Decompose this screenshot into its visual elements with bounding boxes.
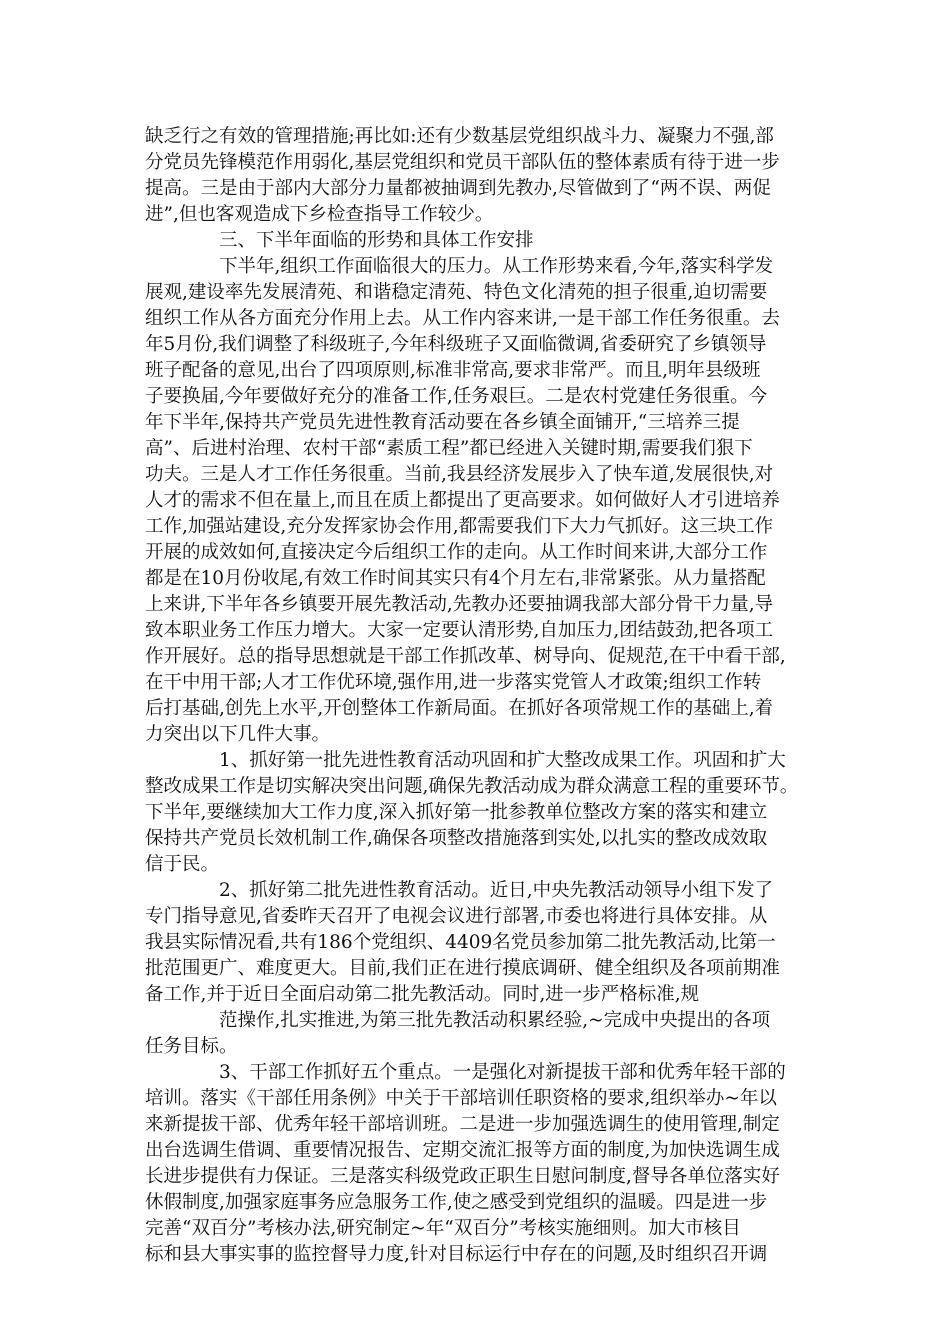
- text-line: 备工作,并于近日全面启动第二批先教活动。同时,进一步严格标准,规: [145, 984, 700, 1005]
- text-line: 组织工作从各方面充分作用上去。从工作内容来讲,一是干部工作任务很重。去: [145, 308, 780, 329]
- text-line: 工作,加强站建设,充分发挥家协会作用,都需要我们下大力气抓好。这三块工作: [145, 516, 774, 537]
- text-line: 任务目标。: [145, 1036, 238, 1057]
- text-line: 年下半年,保持共产党员先进性教育活动要在各乡镇全面铺开,“三培养三提: [145, 412, 740, 433]
- text-line: 长进步提供有力保证。三是落实科级党政正职生日慰问制度,督导各单位落实好: [145, 1166, 780, 1187]
- text-line: 完善“双百分”考核办法,研究制定~年“双百分”考核实施细则。加大市核目: [145, 1218, 741, 1239]
- text-line: 上来讲,下半年各乡镇要开展先教活动,先教办还要抽调我部大部分骨干力量,导: [145, 594, 774, 615]
- section-heading: 三、下半年面临的形势和具体工作安排: [219, 230, 534, 251]
- text-line: 出台选调生借调、重要情况报告、定期交流汇报等方面的制度,为加快选调生成: [145, 1140, 780, 1161]
- text-line: 进”,但也客观造成下乡检查指导工作较少。: [145, 204, 494, 225]
- text-line: 致本职业务工作压力增大。大家一定要认清形势,自加压力,团结鼓劲,把各项工: [145, 620, 774, 641]
- text-line: 范操作,扎实推进,为第三批先教活动积累经验,~完成中央提出的各项: [219, 1010, 771, 1031]
- text-line: 3、干部工作抓好五个重点。一是强化对新提拔干部和优秀年轻干部的: [219, 1062, 786, 1083]
- text-line: 整改成果工作是切实解决突出问题,确保先教活动成为群众满意工程的重要环节。: [145, 776, 799, 797]
- text-line: 后打基础,创先上水平,开创整体工作新局面。在抓好各项常规工作的基础上,着: [145, 698, 774, 719]
- text-line: 在干中用干部;人才工作优环境,强作用,进一步落实党管人才政策;组织工作转: [145, 672, 762, 693]
- text-line: 来新提拔干部、优秀年轻干部培训班。二是进一步加强选调生的使用管理,制定: [145, 1114, 780, 1135]
- text-line: 都是在10月份收尾,有效工作时间其实只有4个月左右,非常紧张。从力量搭配: [145, 568, 766, 589]
- text-line: 开展的成效如何,直接决定今后组织工作的走向。从工作时间来讲,大部分工作: [145, 542, 768, 563]
- text-line: 班子配备的意见,出台了四项原则,标准非常高,要求非常严。而且,明年县级班: [145, 360, 761, 381]
- text-line: 培训。落实《干部任用条例》中关于干部培训任职资格的要求,组织举办~年以: [145, 1088, 777, 1109]
- text-line: 信于民。: [145, 854, 220, 875]
- text-line: 子要换届,今年要做好充分的准备工作,任务艰巨。二是农村党建任务很重。今: [145, 386, 768, 407]
- text-line: 标和县大事实事的监控督导力度,针对目标运行中存在的问题,及时组织召开调: [145, 1244, 768, 1265]
- text-line: 2、抓好第二批先进性教育活动。近日,中央先教活动领导小组下发了: [219, 880, 774, 901]
- text-line: 人才的需求不但在量上,而且在质上都提出了更高要求。如何做好人才引进培养: [145, 490, 780, 511]
- text-line: 力突出以下几件大事。: [145, 724, 331, 745]
- text-line: 休假制度,加强家庭事务应急服务工作,使之感受到党组织的温暖。四是进一步: [145, 1192, 768, 1213]
- text-line: 1、抓好第一批先进性教育活动巩固和扩大整改成果工作。巩固和扩大: [219, 750, 786, 771]
- text-line: 高”、后进村治理、农村干部“素质工程”都已经进入关键时期,需要我们狠下: [145, 438, 753, 459]
- text-line: 下半年,要继续加大工作力度,深入抓好第一批参教单位整改方案的落实和建立: [145, 802, 768, 823]
- text-line: 下半年,组织工作面临很大的压力。从工作形势来看,今年,落实科学发: [219, 256, 774, 277]
- text-line: 作开展好。总的指导思想就是干部工作抓改革、树导向、促规范,在干中看干部,: [145, 646, 786, 667]
- text-line: 保持共产党员长效机制工作,确保各项整改措施落到实处,以扎实的整改成效取: [145, 828, 768, 849]
- text-line: 功夫。三是人才工作任务很重。当前,我县经济发展步入了快车道,发展很快,对: [145, 464, 774, 485]
- text-line: 提高。三是由于部内大部分力量都被抽调到先教办,尽管做到了“两不误、两促: [145, 178, 771, 199]
- text-line: 我县实际情况看,共有186个党组织、4409名党员参加第二批先教活动,比第一: [145, 932, 776, 953]
- text-line: 分党员先锋模范作用弱化,基层党组织和党员干部队伍的整体素质有待于进一步: [145, 152, 780, 173]
- text-line: 批范围更广、难度更大。目前,我们正在进行摸底调研、健全组织及各项前期准: [145, 958, 780, 979]
- text-line: 展观,建设率先发展清苑、和谐稳定清苑、特色文化清苑的担子很重,迫切需要: [145, 282, 768, 303]
- text-line: 年5月份,我们调整了科级班子,今年科级班子又面临微调,省委研究了乡镇领导: [145, 334, 767, 355]
- text-line: 专门指导意见,省委昨天召开了电视会议进行部署,市委也将进行具体安排。从: [145, 906, 768, 927]
- text-line: 缺乏行之有效的管理措施;再比如:还有少数基层党组织战斗力、凝聚力不强,部: [145, 126, 774, 147]
